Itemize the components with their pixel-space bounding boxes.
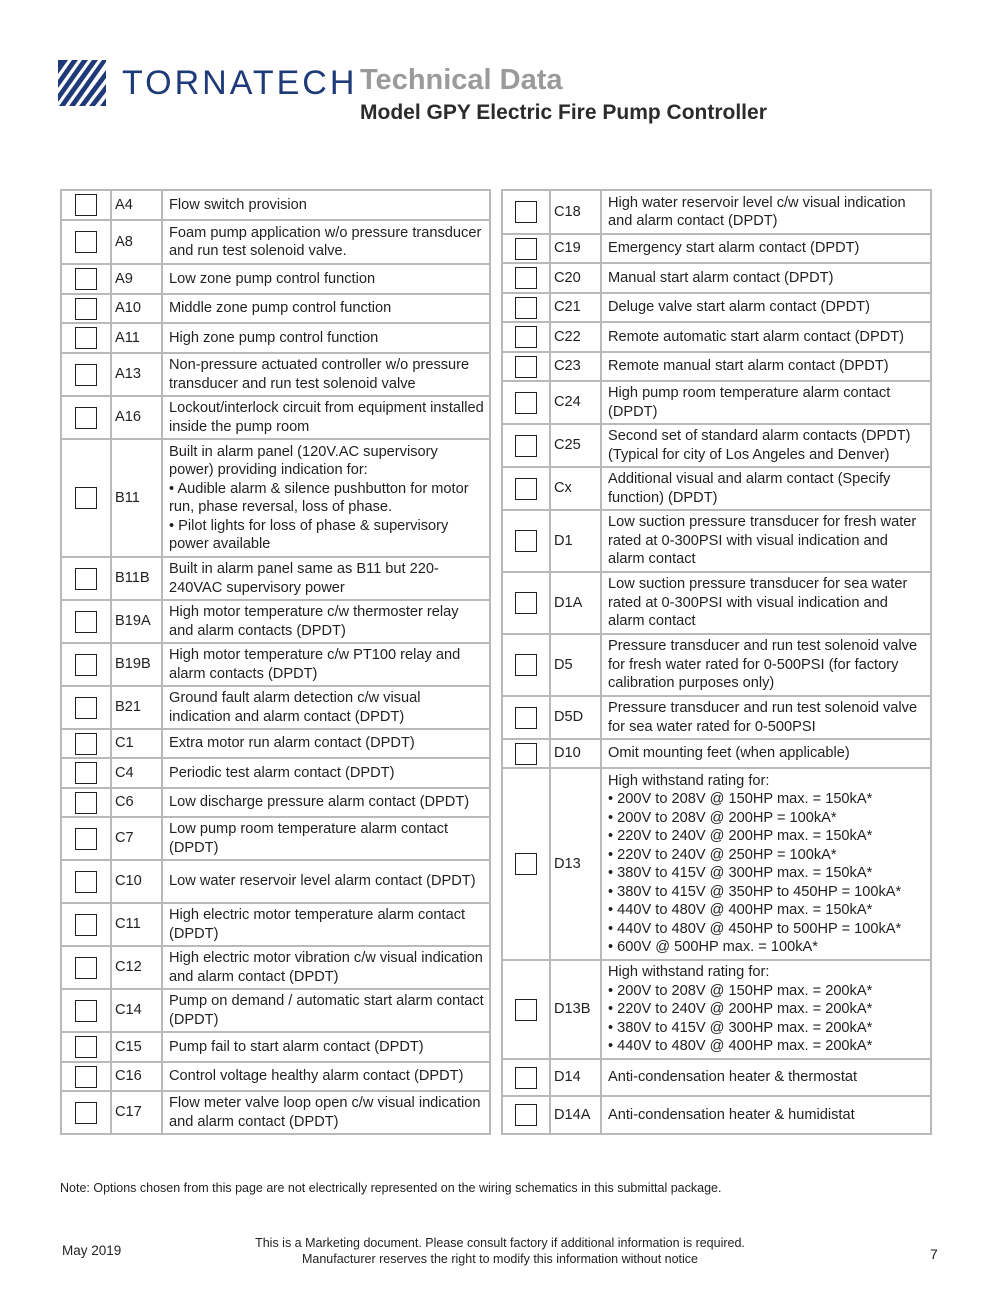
option-checkbox-b19a[interactable] [75, 611, 97, 633]
option-checkbox-cell [61, 353, 111, 396]
option-row-c21 [502, 293, 931, 322]
option-checkbox-cell [61, 1091, 111, 1134]
option-description [601, 696, 931, 739]
option-row-a8 [61, 220, 490, 264]
option-checkbox-cell [61, 729, 111, 758]
option-checkbox-cell [61, 600, 111, 643]
option-description-line: • Audible alarm & silence pushbutton for motor run, phase reversal, loss of phase. [169, 480, 469, 515]
option-description-line: Manual start alarm contact (DPDT) [608, 269, 834, 286]
option-description [601, 960, 931, 1059]
option-checkbox-c18[interactable] [515, 201, 537, 223]
option-checkbox-c14[interactable] [75, 1000, 97, 1022]
option-code: C25 [550, 424, 601, 467]
option-description-line: High pump room temperature alarm contact (DPDT) [608, 385, 891, 420]
option-description-line: Second set of standard alarm contacts (DPDT) (Typical for city of Los Angeles and Denver) [608, 428, 911, 463]
option-description [601, 1059, 931, 1096]
option-row-d13b [502, 960, 931, 1059]
option-checkbox-cell [502, 322, 550, 352]
option-code: C4 [111, 758, 162, 788]
option-checkbox-cell [502, 1096, 550, 1134]
option-code: A11 [111, 323, 162, 353]
page-subtitle: Model GPY Electric Fire Pump Controller [360, 101, 767, 124]
option-row-a11 [61, 323, 490, 353]
option-row-c1 [61, 729, 490, 758]
option-row-c16 [61, 1062, 490, 1091]
option-checkbox-c7[interactable] [75, 828, 97, 850]
option-description [162, 323, 490, 353]
option-checkbox-d5d[interactable] [515, 707, 537, 729]
option-description [162, 860, 490, 903]
option-checkbox-cell [61, 946, 111, 989]
option-checkbox-cell [61, 294, 111, 323]
option-description [162, 396, 490, 439]
option-code: C16 [111, 1062, 162, 1091]
option-checkbox-cell [61, 1062, 111, 1091]
option-row-b19b [61, 643, 490, 686]
option-checkbox-c1[interactable] [75, 733, 97, 755]
option-checkbox-cell [61, 220, 111, 264]
option-description [601, 572, 931, 634]
option-code: B21 [111, 686, 162, 729]
option-checkbox-cell [61, 396, 111, 439]
option-checkbox-cell [502, 960, 550, 1059]
option-checkbox-cell [502, 234, 550, 263]
option-row-c10 [61, 860, 490, 903]
option-description-line: Omit mounting feet (when applicable) [608, 745, 850, 762]
option-description-line: • 380V to 415V @ 300HP max. = 150kA* [608, 865, 873, 881]
option-description-line: Built in alarm panel (120V.AC supervisory power) providing indication for: [169, 443, 438, 478]
option-code: C18 [550, 190, 601, 234]
option-description-line: • 440V to 480V @ 400HP max. = 200kA* [608, 1038, 873, 1055]
option-row-a13 [61, 353, 490, 396]
option-code: C11 [111, 903, 162, 946]
page-number: 7 [930, 1246, 938, 1262]
option-row-c6 [61, 788, 490, 817]
option-code: C20 [550, 263, 601, 293]
option-description [162, 439, 490, 557]
option-checkbox-cell [502, 352, 550, 381]
option-description-line: • 220V to 240V @ 200HP max. = 150kA* [608, 828, 873, 844]
option-description [162, 600, 490, 643]
option-checkbox-cell [502, 634, 550, 696]
option-description-line: High motor temperature c/w PT100 relay and alarm contacts (DPDT) [169, 647, 461, 682]
option-description-line: Low suction pressure transducer for sea water rated at 0-300PSI with visual indication and alarm contact [608, 576, 908, 630]
option-checkbox-cell [502, 739, 550, 768]
tornatech-logo-icon [58, 60, 106, 106]
option-code: D14 [550, 1059, 601, 1096]
option-description-line: Extra motor run alarm contact (DPDT) [169, 735, 415, 752]
option-description [601, 263, 931, 293]
option-checkbox-cell [502, 381, 550, 424]
option-code: A13 [111, 353, 162, 396]
option-checkbox-d13b[interactable] [515, 999, 537, 1021]
option-description [601, 739, 931, 768]
option-checkbox-cell [61, 557, 111, 600]
option-checkbox-cell [61, 788, 111, 817]
option-description-line: High withstand rating for: [608, 964, 770, 981]
option-description-line: Low suction pressure transducer for fresh water rated at 0-300PSI with visual indication and alarm contact [608, 514, 917, 568]
option-checkbox-c17[interactable] [75, 1102, 97, 1124]
option-row-b21 [61, 686, 490, 729]
option-description-line: High water reservoir level c/w visual indication and alarm contact (DPDT) [608, 194, 906, 229]
option-checkbox-a9[interactable] [75, 268, 97, 290]
option-description [162, 788, 490, 817]
option-description-line: Low discharge pressure alarm contact (DPDT) [169, 794, 470, 811]
option-code: C21 [550, 293, 601, 322]
option-description [162, 264, 490, 294]
option-row-d1a [502, 572, 931, 634]
option-row-d14a [502, 1096, 931, 1134]
option-description [601, 190, 931, 234]
option-description [601, 234, 931, 263]
option-description [162, 353, 490, 396]
option-row-a9 [61, 264, 490, 294]
option-row-a10 [61, 294, 490, 323]
option-row-c4 [61, 758, 490, 788]
option-checkbox-d13[interactable] [515, 853, 537, 875]
option-description-line: Remote manual start alarm contact (DPDT) [608, 358, 889, 375]
option-row-d13 [502, 768, 931, 960]
option-checkbox-cx[interactable] [515, 478, 537, 500]
option-checkbox-cell [61, 860, 111, 903]
option-checkbox-a8[interactable] [75, 231, 97, 253]
option-row-d5d [502, 696, 931, 739]
option-code: C15 [111, 1032, 162, 1062]
option-description-line: • 440V to 480V @ 400HP max. = 150kA* [608, 902, 873, 918]
option-description-line: Flow switch provision [169, 196, 307, 213]
option-description [601, 322, 931, 352]
option-description-line: High electric motor temperature alarm contact (DPDT) [169, 907, 466, 942]
option-checkbox-c6[interactable] [75, 792, 97, 814]
option-description [162, 190, 490, 220]
option-checkbox-d14a[interactable] [515, 1104, 537, 1126]
option-description [601, 424, 931, 467]
option-description [162, 643, 490, 686]
option-description [162, 758, 490, 788]
footer-disclaimer-line: This is a Marketing document. Please consult factory if additional information is required. [255, 1236, 745, 1250]
option-code: B19B [111, 643, 162, 686]
option-description-line: • 220V to 240V @ 250HP = 100kA* [608, 846, 837, 863]
option-description-line: Foam pump application w/o pressure transducer and run test solenoid valve. [169, 224, 482, 259]
option-checkbox-cell [502, 696, 550, 739]
option-checkbox-cell [502, 510, 550, 572]
option-description-line: Pressure transducer and run test solenoid valve for sea water rated for 0-500PSI [608, 700, 918, 735]
option-code: D1A [550, 572, 601, 634]
option-description [601, 381, 931, 424]
option-description-line: Pressure transducer and run test solenoid valve for fresh water rated for 0-500PSI (for factory calibration purposes only) [608, 638, 918, 692]
option-description-line: • 600V @ 500HP max. = 100kA* [608, 939, 818, 955]
option-checkbox-cell [61, 758, 111, 788]
option-row-b19a [61, 600, 490, 643]
option-description-line: • 220V to 240V @ 200HP max. = 200kA* [608, 1001, 873, 1018]
option-checkbox-d1[interactable] [515, 530, 537, 552]
option-code: A4 [111, 190, 162, 220]
option-checkbox-c20[interactable] [515, 267, 537, 289]
option-code: A10 [111, 294, 162, 323]
option-code: B19A [111, 600, 162, 643]
option-row-c17 [61, 1091, 490, 1134]
option-checkbox-c10[interactable] [75, 871, 97, 893]
option-description-line: Additional visual and alarm contact (Specify function) (DPDT) [608, 471, 891, 506]
option-description [162, 989, 490, 1032]
option-description-line: Deluge valve start alarm contact (DPDT) [608, 299, 870, 316]
option-checkbox-c12[interactable] [75, 957, 97, 979]
option-description [162, 686, 490, 729]
option-checkbox-c11[interactable] [75, 914, 97, 936]
option-description-line: Low water reservoir level alarm contact (DPDT) [169, 873, 476, 890]
option-code: C22 [550, 322, 601, 352]
option-checkbox-c24[interactable] [515, 392, 537, 414]
option-description [162, 729, 490, 758]
option-code: C23 [550, 352, 601, 381]
option-row-a4 [61, 190, 490, 220]
option-checkbox-b11[interactable] [75, 487, 97, 509]
option-checkbox-cell [61, 1032, 111, 1062]
option-checkbox-cell [502, 293, 550, 322]
option-checkbox-a4[interactable] [75, 194, 97, 216]
option-code: C6 [111, 788, 162, 817]
option-row-b11 [61, 439, 490, 557]
options-table-right [501, 189, 932, 1135]
option-checkbox-d5[interactable] [515, 654, 537, 676]
option-description-line: Built in alarm panel same as B11 but 220-240VAC supervisory power [169, 561, 439, 596]
option-description [601, 510, 931, 572]
option-checkbox-c19[interactable] [515, 238, 537, 260]
option-checkbox-cell [502, 1059, 550, 1096]
option-code: D5 [550, 634, 601, 696]
option-code: D13 [550, 768, 601, 960]
option-row-c7 [61, 817, 490, 860]
option-description-line: Remote automatic start alarm contact (DPDT) [608, 328, 905, 345]
option-code: D14A [550, 1096, 601, 1134]
option-description-line: Pump fail to start alarm contact (DPDT) [169, 1038, 424, 1055]
option-row-d5 [502, 634, 931, 696]
option-checkbox-cell [502, 572, 550, 634]
option-checkbox-cell [502, 190, 550, 234]
option-checkbox-cell [61, 439, 111, 557]
option-description-line: Low pump room temperature alarm contact (DPDT) [169, 821, 449, 856]
option-code: C17 [111, 1091, 162, 1134]
option-row-d14 [502, 1059, 931, 1096]
option-checkbox-b21[interactable] [75, 697, 97, 719]
option-checkbox-cell [502, 467, 550, 510]
option-code: C1 [111, 729, 162, 758]
option-code: Cx [550, 467, 601, 510]
option-row-b11b [61, 557, 490, 600]
option-row-c23 [502, 352, 931, 381]
option-checkbox-cell [61, 264, 111, 294]
page-note: Note: Options chosen from this page are not electrically represented on the wiring schematics in this submittal package. [60, 1181, 722, 1195]
option-description [162, 1032, 490, 1062]
option-description-line: Pump on demand / automatic start alarm contact (DPDT) [169, 993, 484, 1028]
option-description-line: • 380V to 415V @ 300HP max. = 200kA* [608, 1019, 873, 1036]
option-checkbox-c16[interactable] [75, 1066, 97, 1088]
option-checkbox-a16[interactable] [75, 407, 97, 429]
option-description-line: Non-pressure actuated controller w/o pressure transducer and run test solenoid valve [169, 357, 470, 392]
footer-disclaimer-line: Manufacturer reserves the right to modify this information without notice [301, 1252, 698, 1266]
option-description-line: Middle zone pump control function [169, 300, 392, 317]
option-checkbox-b19b[interactable] [75, 654, 97, 676]
footer-date: May 2019 [62, 1243, 122, 1258]
option-description [162, 946, 490, 989]
option-description [601, 768, 931, 960]
option-checkbox-c22[interactable] [515, 326, 537, 348]
option-code: A8 [111, 220, 162, 264]
option-checkbox-d1a[interactable] [515, 592, 537, 614]
option-description-line: Anti-condensation heater & thermostat [608, 1069, 858, 1086]
option-description-line: Low zone pump control function [169, 270, 376, 287]
options-table-left [60, 189, 491, 1135]
option-description-line: Ground fault alarm detection c/w visual indication and alarm contact (DPDT) [169, 690, 421, 725]
option-row-c24 [502, 381, 931, 424]
option-description [162, 1062, 490, 1091]
option-code: A9 [111, 264, 162, 294]
option-description-line: • 440V to 480V @ 450HP to 500HP = 100kA* [608, 920, 902, 937]
option-description-line: High zone pump control function [169, 329, 379, 346]
option-checkbox-c25[interactable] [515, 435, 537, 457]
option-code: C14 [111, 989, 162, 1032]
option-checkbox-cell [61, 686, 111, 729]
option-checkbox-cell [502, 768, 550, 960]
option-row-c22 [502, 322, 931, 352]
option-row-c25 [502, 424, 931, 467]
option-row-c11 [61, 903, 490, 946]
option-code: C7 [111, 817, 162, 860]
option-checkbox-cell [61, 643, 111, 686]
option-code: B11B [111, 557, 162, 600]
option-checkbox-d10[interactable] [515, 743, 537, 765]
option-code: C10 [111, 860, 162, 903]
option-description [162, 903, 490, 946]
option-checkbox-cell [61, 323, 111, 353]
option-checkbox-c4[interactable] [75, 762, 97, 784]
option-checkbox-cell [61, 817, 111, 860]
option-description-line: Anti-condensation heater & humidistat [608, 1106, 855, 1123]
option-description-line: • 200V to 208V @ 150HP max. = 200kA* [608, 982, 873, 999]
option-row-d1 [502, 510, 931, 572]
option-row-c18 [502, 190, 931, 234]
option-checkbox-cell [502, 424, 550, 467]
option-description-line: Lockout/interlock circuit from equipment installed inside the pump room [169, 400, 484, 435]
option-checkbox-a13[interactable] [75, 364, 97, 386]
footer-disclaimer [200, 1235, 800, 1267]
option-checkbox-c15[interactable] [75, 1036, 97, 1058]
option-checkbox-a11[interactable] [75, 327, 97, 349]
option-code: D13B [550, 960, 601, 1059]
option-description [162, 817, 490, 860]
option-code: C24 [550, 381, 601, 424]
option-description-line: • 200V to 208V @ 150HP max. = 150kA* [608, 791, 873, 807]
option-row-c19 [502, 234, 931, 263]
option-row-d10 [502, 739, 931, 768]
option-description-line: Control voltage healthy alarm contact (DPDT) [169, 1068, 464, 1085]
tornatech-logo [58, 60, 358, 106]
option-description [601, 1096, 931, 1134]
option-checkbox-d14[interactable] [515, 1067, 537, 1089]
option-description [162, 557, 490, 600]
option-description [162, 1091, 490, 1134]
option-code: D1 [550, 510, 601, 572]
brand-wordmark: TORNATECH [122, 64, 358, 102]
option-checkbox-cell [61, 903, 111, 946]
option-description [601, 467, 931, 510]
option-code: D5D [550, 696, 601, 739]
option-description [162, 294, 490, 323]
option-row-c20 [502, 263, 931, 293]
option-row-c12 [61, 946, 490, 989]
option-description-line: Emergency start alarm contact (DPDT) [608, 240, 860, 257]
option-description-line: High motor temperature c/w thermoster relay and alarm contacts (DPDT) [169, 604, 459, 639]
option-checkbox-cell [61, 989, 111, 1032]
option-checkbox-c23[interactable] [515, 356, 537, 378]
option-description-line: • 200V to 208V @ 200HP = 100kA* [608, 809, 837, 826]
option-checkbox-cell [502, 263, 550, 293]
option-code: B11 [111, 439, 162, 557]
option-description-line: Flow meter valve loop open c/w visual indication and alarm contact (DPDT) [169, 1095, 481, 1130]
option-code: C19 [550, 234, 601, 263]
option-description [601, 634, 931, 696]
option-row-c15 [61, 1032, 490, 1062]
option-description [601, 293, 931, 322]
option-row-c14 [61, 989, 490, 1032]
option-description [162, 220, 490, 264]
option-checkbox-a10[interactable] [75, 298, 97, 320]
option-code: C12 [111, 946, 162, 989]
option-code: A16 [111, 396, 162, 439]
option-description-line: High withstand rating for: [608, 772, 770, 789]
page-title: Technical Data [360, 64, 563, 96]
option-row-a16 [61, 396, 490, 439]
option-code: D10 [550, 739, 601, 768]
option-description-line: • 380V to 415V @ 350HP to 450HP = 100kA* [608, 883, 902, 900]
option-checkbox-c21[interactable] [515, 297, 537, 319]
option-row-cx [502, 467, 931, 510]
option-description-line: Periodic test alarm contact (DPDT) [169, 764, 395, 781]
option-description [601, 352, 931, 381]
option-description-line: • Pilot lights for loss of phase & supervisory power available [169, 517, 449, 552]
option-checkbox-cell [61, 190, 111, 220]
option-checkbox-b11b[interactable] [75, 568, 97, 590]
option-description-line: High electric motor vibration c/w visual indication and alarm contact (DPDT) [169, 950, 483, 985]
